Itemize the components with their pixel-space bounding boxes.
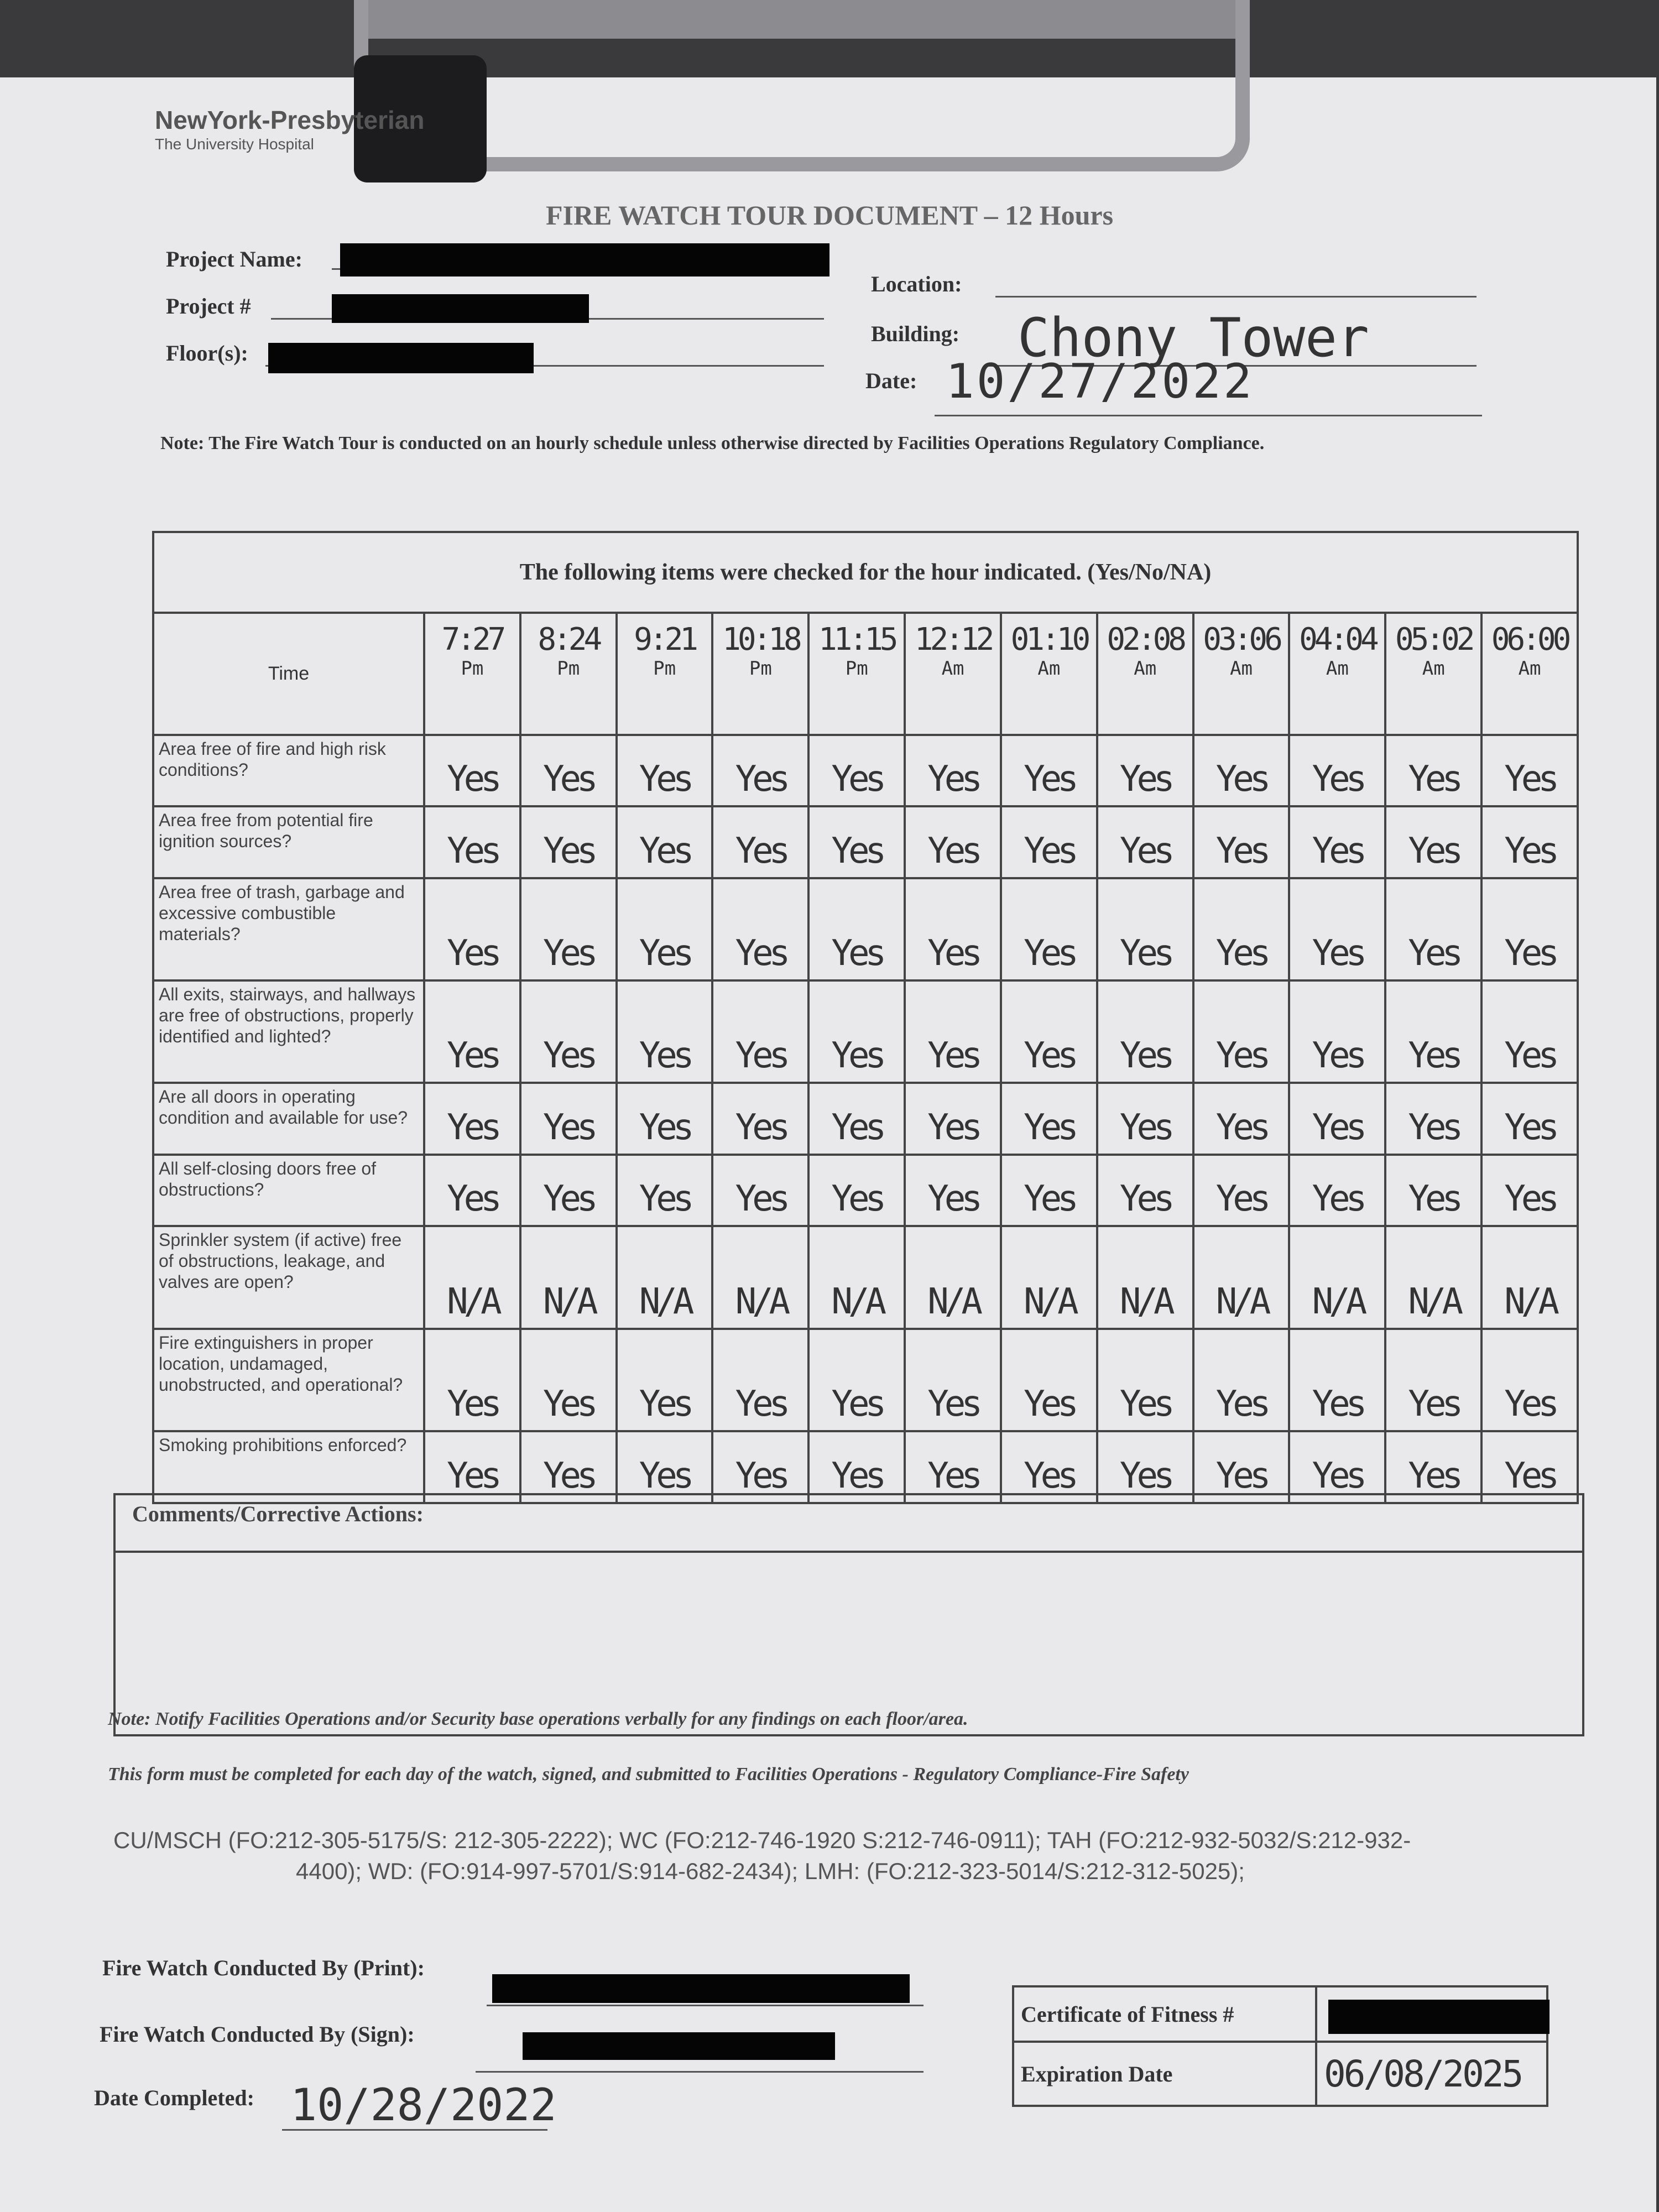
time-value: 03:06 <box>1203 621 1280 658</box>
time-column-header <box>1385 613 1481 735</box>
time-label: Time <box>153 613 424 735</box>
checklist-question: All self-closing doors free of obstructions? <box>153 1155 424 1227</box>
checklist-answer[interactable]: Yes <box>1385 878 1481 980</box>
time-column-header <box>905 613 1001 735</box>
contact-numbers-line-1: CU/MSCH (FO:212-305-5175/S: 212-305-2222); WC (FO:212-746-1920 S:212-746-0911); TAH (FO:212-932-5032/S:212-932- <box>113 1827 1411 1853</box>
checklist-answer[interactable]: Yes <box>1385 980 1481 1083</box>
checklist-answer[interactable]: Yes <box>520 806 617 878</box>
checklist-answer[interactable]: Yes <box>1001 1329 1097 1431</box>
signature-redaction <box>523 2032 835 2060</box>
project-name-label: Project Name: <box>166 247 302 272</box>
location-line <box>995 296 1477 298</box>
checklist-answer[interactable]: Yes <box>617 1329 713 1431</box>
conducted-by-sign-line <box>476 2071 924 2073</box>
checklist-answer[interactable]: Yes <box>905 878 1001 980</box>
checklist-answer[interactable]: Yes <box>808 1431 905 1503</box>
checklist-answer[interactable]: Yes <box>617 1431 713 1503</box>
checklist-answer[interactable]: N/A <box>520 1226 617 1328</box>
time-value: 01:10 <box>1010 621 1088 658</box>
checklist-answer[interactable]: Yes <box>808 735 905 807</box>
checklist-table <box>152 531 1579 1504</box>
checklist-answer[interactable]: Yes <box>1481 878 1578 980</box>
checklist-answer[interactable]: N/A <box>1289 1226 1385 1328</box>
floors-redaction <box>268 343 534 373</box>
checklist-question: Area free from potential fire ignition sources? <box>153 806 424 878</box>
time-ampm: Am <box>1518 657 1541 680</box>
checklist-answer[interactable]: Yes <box>905 806 1001 878</box>
checklist-question: Sprinkler system (if active) free of obstructions, leakage, and valves are open? <box>153 1226 424 1328</box>
time-column-header <box>808 613 905 735</box>
expiration-label: Expiration Date <box>1013 2042 1316 2106</box>
certificate-table <box>1012 1985 1548 2107</box>
checklist-question: Area free of fire and high risk conditions? <box>153 735 424 807</box>
date-label: Date: <box>865 368 917 393</box>
checklist-answer[interactable]: N/A <box>1481 1226 1578 1328</box>
checklist-row <box>153 878 1578 980</box>
checklist-question: Fire extinguishers in proper location, undamaged, unobstructed, and operational? <box>153 1329 424 1431</box>
checklist-answer[interactable]: Yes <box>520 980 617 1083</box>
checklist-answer[interactable]: N/A <box>617 1226 713 1328</box>
checklist-answer[interactable]: Yes <box>808 1329 905 1431</box>
checklist-answer[interactable]: Yes <box>424 1329 520 1431</box>
checklist-answer[interactable]: N/A <box>424 1226 520 1328</box>
checklist-answer[interactable]: Yes <box>1001 980 1097 1083</box>
checklist-answer[interactable]: Yes <box>1289 1083 1385 1155</box>
tour-schedule-note: Note: The Fire Watch Tour is conducted on an hourly schedule unless otherwise directed by Facilities Operations Regulatory Compliance. <box>160 433 1265 453</box>
time-column-header <box>1097 613 1193 735</box>
time-value: 9:21 <box>634 621 695 658</box>
checklist-answer[interactable]: Yes <box>1193 1083 1290 1155</box>
time-ampm: Pm <box>557 657 580 680</box>
checklist-answer[interactable]: Yes <box>712 878 808 980</box>
checklist-answer[interactable]: Yes <box>905 1155 1001 1227</box>
checklist-answer[interactable]: Yes <box>1289 980 1385 1083</box>
checklist-question: Smoking prohibitions enforced? <box>153 1431 424 1503</box>
checklist-answer[interactable]: Yes <box>1385 1083 1481 1155</box>
checklist-answer[interactable]: Yes <box>1193 1329 1290 1431</box>
time-column-header <box>1001 613 1097 735</box>
contact-numbers-line-2: 4400); WD: (FO:914-997-5701/S:914-682-2434); LMH: (FO:212-323-5014/S:212-312-5025); <box>296 1858 1245 1884</box>
time-ampm: Am <box>1134 657 1157 680</box>
checklist-answer[interactable]: Yes <box>424 1431 520 1503</box>
project-number-redaction <box>332 294 589 323</box>
checklist-answer[interactable]: Yes <box>424 1083 520 1155</box>
checklist-answer[interactable]: Yes <box>808 1155 905 1227</box>
checklist-answer[interactable]: Yes <box>1001 878 1097 980</box>
checklist-answer[interactable]: Yes <box>1193 980 1290 1083</box>
checklist-answer[interactable]: Yes <box>808 806 905 878</box>
conducted-by-sign-label: Fire Watch Conducted By (Sign): <box>100 2022 415 2047</box>
checklist-answer[interactable]: Yes <box>520 878 617 980</box>
checklist-answer[interactable]: Yes <box>617 806 713 878</box>
checklist-answer[interactable]: Yes <box>1097 1155 1193 1227</box>
checklist-answer[interactable]: Yes <box>1289 1329 1385 1431</box>
time-ampm: Am <box>1037 657 1061 680</box>
checklist-answer[interactable]: Yes <box>808 1083 905 1155</box>
date-completed-value: 10/28/2022 <box>290 2079 557 2131</box>
checklist-answer[interactable]: Yes <box>424 806 520 878</box>
checklist-answer[interactable]: Yes <box>1481 1329 1578 1431</box>
time-ampm: Am <box>1422 657 1445 680</box>
time-ampm: Pm <box>845 657 868 680</box>
checklist-answer[interactable]: Yes <box>1193 806 1290 878</box>
checklist-answer[interactable]: Yes <box>520 1155 617 1227</box>
conducted-by-print-redaction <box>492 1974 910 2003</box>
org-logo-name: NewYork-Presbyterian <box>155 106 425 134</box>
checklist-answer[interactable]: Yes <box>1001 806 1097 878</box>
checklist-answer[interactable]: Yes <box>1289 878 1385 980</box>
comments-box[interactable] <box>113 1493 1584 1736</box>
checklist-answer[interactable]: Yes <box>1289 806 1385 878</box>
checklist-answer[interactable]: Yes <box>905 1431 1001 1503</box>
checklist-answer[interactable]: Yes <box>1097 878 1193 980</box>
checklist-answer[interactable]: Yes <box>1097 1083 1193 1155</box>
time-column-header <box>1289 613 1385 735</box>
checklist-answer[interactable]: Yes <box>1097 735 1193 807</box>
checklist-answer[interactable]: Yes <box>424 1155 520 1227</box>
org-logo-subtitle: The University Hospital <box>155 135 314 153</box>
floors-label: Floor(s): <box>166 341 248 366</box>
clipboard-clip <box>354 0 1250 171</box>
checklist-answer[interactable]: Yes <box>617 735 713 807</box>
checklist-answer[interactable]: Yes <box>905 1083 1001 1155</box>
checklist-answer[interactable]: Yes <box>1097 1329 1193 1431</box>
building-value: Chony Tower <box>1018 307 1369 369</box>
time-ampm: Pm <box>653 657 676 680</box>
checklist-answer[interactable]: Yes <box>520 735 617 807</box>
checklist-answer[interactable]: N/A <box>1193 1226 1290 1328</box>
checklist-answer[interactable]: Yes <box>905 980 1001 1083</box>
checklist-answer[interactable]: Yes <box>617 1155 713 1227</box>
time-ampm: Am <box>1326 657 1349 680</box>
checklist-answer[interactable]: Yes <box>712 806 808 878</box>
checklist-answer[interactable]: N/A <box>1385 1226 1481 1328</box>
checklist-heading: The following items were checked for the hour indicated. (Yes/No/NA) <box>153 532 1578 613</box>
checklist-answer[interactable]: Yes <box>808 980 905 1083</box>
checklist-answer[interactable]: N/A <box>808 1226 905 1328</box>
checklist-answer[interactable]: Yes <box>1097 980 1193 1083</box>
notify-note: Note: Notify Facilities Operations and/or Security base operations verbally for any findings on each floor/area. <box>108 1709 968 1729</box>
time-value: 12:12 <box>914 621 992 658</box>
checklist-answer[interactable]: Yes <box>424 735 520 807</box>
checklist-answer[interactable]: Yes <box>905 735 1001 807</box>
time-value: 05:02 <box>1395 621 1472 658</box>
checklist-answer[interactable]: Yes <box>1289 1155 1385 1227</box>
time-value: 04:04 <box>1299 621 1376 658</box>
checklist-row <box>153 806 1578 878</box>
time-ampm: Am <box>1230 657 1253 680</box>
checklist-answer[interactable]: Yes <box>712 1431 808 1503</box>
checklist-answer[interactable]: N/A <box>905 1226 1001 1328</box>
checklist-answer[interactable]: Yes <box>1481 806 1578 878</box>
checklist-answer[interactable]: Yes <box>520 1329 617 1431</box>
checklist-answer[interactable]: Yes <box>520 1431 617 1503</box>
comments-field[interactable] <box>116 1551 1582 1734</box>
date-line <box>935 415 1482 416</box>
checklist-answer[interactable]: Yes <box>1481 735 1578 807</box>
checklist-answer[interactable]: Yes <box>1193 878 1290 980</box>
checklist-row <box>153 980 1578 1083</box>
checklist-answer[interactable]: Yes <box>1097 806 1193 878</box>
checklist-answer[interactable]: Yes <box>520 1083 617 1155</box>
checklist-row <box>153 1155 1578 1227</box>
time-ampm: Pm <box>749 657 772 680</box>
checklist-answer[interactable]: Yes <box>1001 735 1097 807</box>
time-ampm: Pm <box>461 657 484 680</box>
certificate-number-cell <box>1316 1986 1547 2042</box>
time-column-header <box>712 613 808 735</box>
checklist-answer[interactable]: Yes <box>1385 1329 1481 1431</box>
checklist-answer[interactable]: Yes <box>1001 1431 1097 1503</box>
checklist-answer[interactable]: Yes <box>712 1155 808 1227</box>
form-submission-note: This form must be completed for each day of the watch, signed, and submitted to Facilities Operations - Regulatory Compliance-Fire Safety <box>108 1764 1189 1785</box>
checklist-answer[interactable]: Yes <box>1481 980 1578 1083</box>
checklist-answer[interactable]: Yes <box>905 1329 1001 1431</box>
conducted-by-print-line <box>487 2005 924 2006</box>
time-column-header <box>1481 613 1578 735</box>
checklist-answer[interactable]: Yes <box>1481 1083 1578 1155</box>
checklist-answer[interactable]: Yes <box>1193 1155 1290 1227</box>
contact-numbers <box>113 1825 1496 1887</box>
checklist-answer[interactable]: Yes <box>424 878 520 980</box>
checklist-row <box>153 1329 1578 1431</box>
time-value: 11:15 <box>818 621 895 658</box>
checklist-answer[interactable]: Yes <box>1385 1431 1481 1503</box>
checklist-answer[interactable]: Yes <box>1001 1155 1097 1227</box>
checklist-question: Area free of trash, garbage and excessive combustible materials? <box>153 878 424 980</box>
checklist-row <box>153 1083 1578 1155</box>
checklist-answer[interactable]: Yes <box>1001 1083 1097 1155</box>
checklist-answer[interactable]: Yes <box>617 1083 713 1155</box>
checklist-answer[interactable]: Yes <box>617 878 713 980</box>
time-ampm: Am <box>941 657 964 680</box>
comments-label: Comments/Corrective Actions: <box>132 1501 424 1526</box>
checklist-answer[interactable]: Yes <box>712 1083 808 1155</box>
checklist-answer[interactable]: Yes <box>1481 1431 1578 1503</box>
checklist-question: All exits, stairways, and hallways are free of obstructions, properly identified and lighted? <box>153 980 424 1083</box>
checklist-answer[interactable]: N/A <box>1001 1226 1097 1328</box>
time-column-header <box>1193 613 1290 735</box>
expiration-value: 06/08/2025 <box>1316 2042 1547 2106</box>
time-column-header <box>617 613 713 735</box>
checklist-question: Are all doors in operating condition and available for use? <box>153 1083 424 1155</box>
time-column-header <box>520 613 617 735</box>
checklist-answer[interactable]: Yes <box>1481 1155 1578 1227</box>
checklist-answer[interactable]: Yes <box>1289 1431 1385 1503</box>
checklist-answer[interactable]: Yes <box>712 980 808 1083</box>
checklist-row <box>153 1226 1578 1328</box>
time-value: 7:27 <box>441 621 503 658</box>
checklist-answer[interactable]: Yes <box>712 735 808 807</box>
time-column-header <box>424 613 520 735</box>
checklist-answer[interactable]: Yes <box>1193 735 1290 807</box>
checklist-answer[interactable]: Yes <box>808 878 905 980</box>
checklist-row <box>153 735 1578 807</box>
date-value: 10/27/2022 <box>946 354 1254 409</box>
project-name-redaction <box>340 243 830 276</box>
date-completed-label: Date Completed: <box>94 2085 254 2110</box>
certificate-label: Certificate of Fitness # <box>1013 1986 1316 2042</box>
checklist-answer[interactable]: Yes <box>1385 735 1481 807</box>
location-label: Location: <box>871 272 962 296</box>
checklist-answer[interactable]: N/A <box>712 1226 808 1328</box>
checklist-answer[interactable]: Yes <box>1193 1431 1290 1503</box>
checklist-answer[interactable]: Yes <box>1385 806 1481 878</box>
checklist-answer[interactable]: Yes <box>712 1329 808 1431</box>
checklist-answer[interactable]: Yes <box>1097 1431 1193 1503</box>
time-value: 10:18 <box>722 621 799 658</box>
conducted-by-print-label: Fire Watch Conducted By (Print): <box>102 1955 425 1980</box>
time-value: 02:08 <box>1107 621 1183 658</box>
time-value: 06:00 <box>1491 621 1568 658</box>
checklist-answer[interactable]: Yes <box>617 980 713 1083</box>
checklist-answer[interactable]: Yes <box>424 980 520 1083</box>
checklist-row <box>153 1431 1578 1503</box>
checklist-answer[interactable]: Yes <box>1385 1155 1481 1227</box>
certificate-number-redaction <box>1328 2000 1550 2034</box>
building-label: Building: <box>871 321 960 346</box>
time-value: 8:24 <box>538 621 599 658</box>
checklist-answer[interactable]: N/A <box>1097 1226 1193 1328</box>
document-title: FIRE WATCH TOUR DOCUMENT – 12 Hours <box>545 200 1114 231</box>
checklist-answer[interactable]: Yes <box>1289 735 1385 807</box>
project-number-label: Project # <box>166 294 251 319</box>
